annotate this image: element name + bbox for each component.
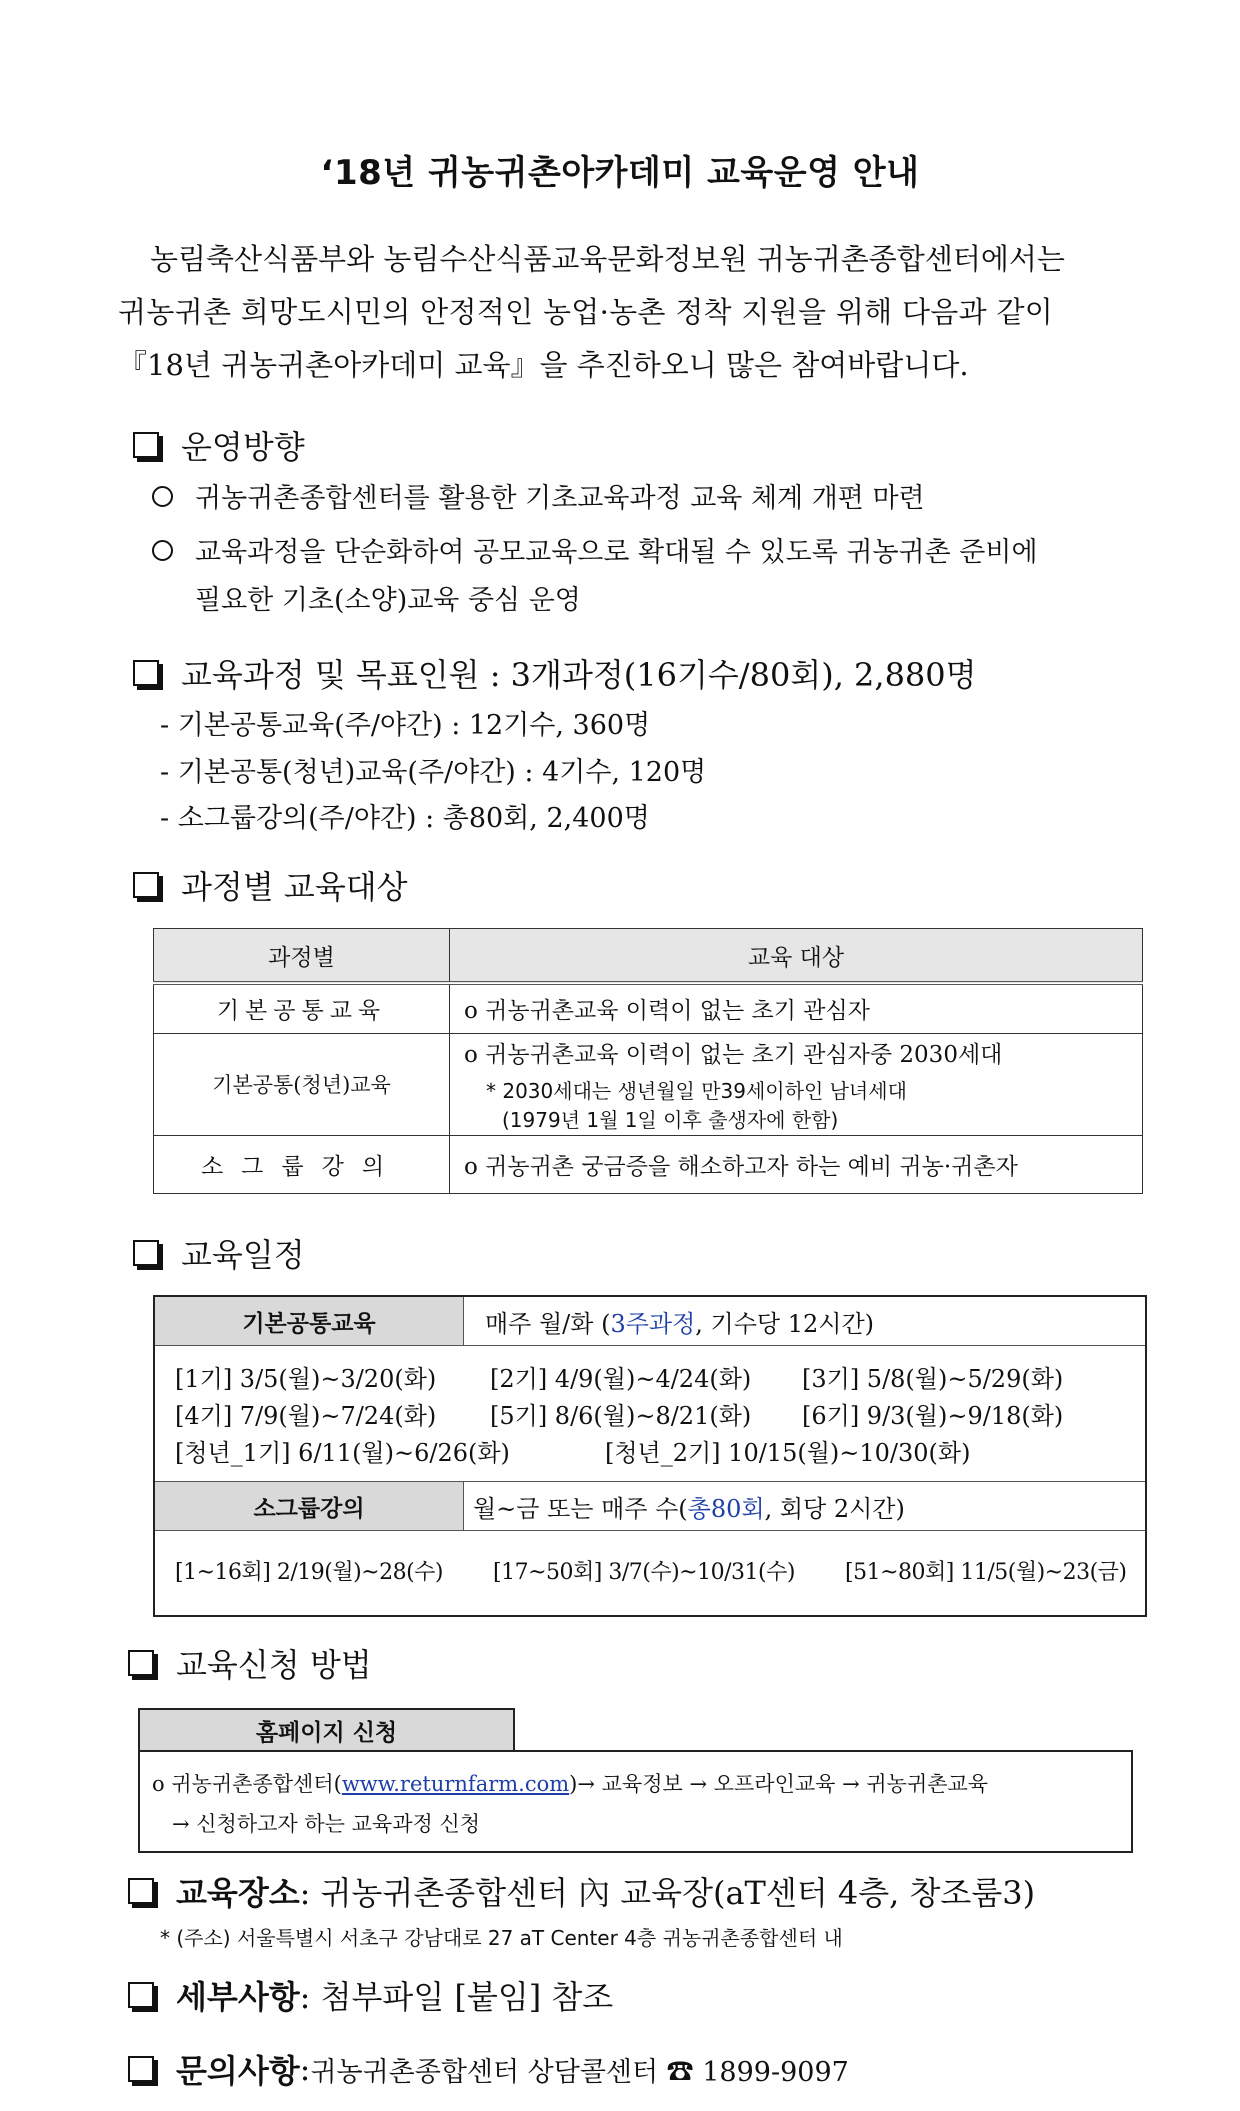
table-row xyxy=(154,1135,1143,1193)
checkbox-bullet-icon xyxy=(128,1650,154,1676)
target-table xyxy=(153,928,1143,1194)
intro-line-2: 귀농귀촌 희망도시민의 안정적인 농업·농촌 정착 지원을 위해 다음과 같이 xyxy=(118,295,1054,329)
table-cell-target: o 귀농귀촌 궁금증을 해소하고자 하는 예비 귀농·귀촌자 xyxy=(450,1135,1143,1193)
checkbox-bullet-icon xyxy=(128,1878,154,1904)
schedule-item: [청년_2기] 10/15(월)~10/30(화) xyxy=(605,1439,971,1467)
schedule-item: [6기] 9/3(월)~9/18(화) xyxy=(802,1402,1064,1430)
checkbox-bullet-icon xyxy=(128,2056,154,2082)
schedule-small-label: 소그룹강의 xyxy=(155,1482,464,1531)
table-cell-target: o 귀농귀촌교육 이력이 없는 초기 관심자 xyxy=(450,983,1143,1033)
schedule-item: [4기] 7/9(월)~7/24(화) xyxy=(175,1402,437,1430)
section-target-heading: 과정별 교육대상 xyxy=(133,862,408,908)
returnfarm-link[interactable]: www.returnfarm.com xyxy=(341,1772,570,1796)
direction-item-1: 귀농귀촌종합센터를 활용한 기초교육과정 교육 체계 개편 마련 xyxy=(152,476,925,515)
apply-line-2: → 신청하고자 하는 교육과정 신청 xyxy=(172,1812,481,1836)
schedule-item: [1기] 3/5(월)~3/20(화) xyxy=(175,1365,437,1393)
schedule-box xyxy=(153,1295,1147,1617)
table-cell-course: 기본공통교육 xyxy=(154,983,450,1033)
schedule-item: [청년_1기] 6/11(월)~6/26(화) xyxy=(175,1439,510,1467)
intro-line-1: 농림축산식품부와 농림수산식품교육문화정보원 귀농귀촌종합센터에서는 xyxy=(150,242,1065,276)
table-cell-course: 기본공통(청년)교육 xyxy=(154,1033,450,1135)
table-cell-course: 소그룹강의 xyxy=(154,1135,450,1193)
apply-tab-homepage: 홈페이지 신청 xyxy=(138,1708,515,1752)
schedule-item: [3기] 5/8(월)~5/29(화) xyxy=(802,1365,1064,1393)
section-apply-heading: 교육신청 방법 xyxy=(128,1640,372,1686)
direction-item-2: 교육과정을 단순화하여 공모교육으로 확대될 수 있도록 귀농귀촌 준비에 xyxy=(152,530,1038,569)
circle-bullet-icon xyxy=(152,540,173,561)
place-address-note: * (주소) 서울특별시 서초구 강남대로 27 aT Center 4층 귀농귀촌종합센터 내 xyxy=(160,1926,843,1950)
schedule-small-desc: 월~금 또는 매주 수( 총80회 , 회당 2시간) xyxy=(473,1494,905,1523)
apply-line-1: o 귀농귀촌종합센터(www.returnfarm.com)→ 교육정보 → 오프라인교육 → 귀농귀촌교육 xyxy=(152,1772,989,1796)
section-place-heading: 교육장소 : 귀농귀촌종합센터 內 교육장(aT센터 4층, 창조룸3) xyxy=(128,1868,1035,1914)
intro-line-3: 『18년 귀농귀촌아카데미 교육』을 추진하오니 많은 참여바랍니다. xyxy=(118,348,969,382)
circle-bullet-icon xyxy=(152,486,173,507)
page-title: ‘18년 귀농귀촌아카데미 교육운영 안내 xyxy=(320,153,920,193)
section-contact-heading: 문의사항 : 귀농귀촌종합센터 상담콜센터 ☎ 1899-9097 xyxy=(128,2046,849,2092)
schedule-item: [17~50회] 3/7(수)~10/31(수) xyxy=(493,1560,795,1585)
schedule-item: [51~80회] 11/5(월)~23(금) xyxy=(845,1560,1127,1585)
checkbox-bullet-icon xyxy=(128,1982,154,2008)
table-header-target: 교육 대상 xyxy=(450,929,1143,984)
course-item-1: - 기본공통교육(주/야간) : 12기수, 360명 xyxy=(160,710,651,741)
section-schedule-heading: 교육일정 xyxy=(133,1230,305,1276)
checkbox-bullet-icon xyxy=(133,660,159,686)
course-item-2: - 기본공통(청년)교육(주/야간) : 4기수, 120명 xyxy=(160,757,707,788)
checkbox-bullet-icon xyxy=(133,872,159,898)
schedule-basic-label: 기본공통교육 xyxy=(155,1297,464,1346)
table-row xyxy=(154,983,1143,1033)
schedule-basic-desc: 매주 월/화 ( 3주과정 , 기수당 12시간) xyxy=(485,1309,874,1338)
schedule-item: [2기] 4/9(월)~4/24(화) xyxy=(490,1365,752,1393)
table-row xyxy=(154,1033,1143,1135)
schedule-item: [1~16회] 2/19(월)~28(수) xyxy=(175,1560,444,1585)
section-courses-heading: 교육과정 및 목표인원 : 3개과정(16기수/80회), 2,880명 xyxy=(133,650,977,696)
section-detail-heading: 세부사항 : 첨부파일 [붙임] 참조 xyxy=(128,1972,613,2018)
schedule-item: [5기] 8/6(월)~8/21(화) xyxy=(490,1402,752,1430)
table-header-course: 과정별 xyxy=(154,929,450,984)
section-direction-heading: 운영방향 xyxy=(133,422,305,468)
apply-box xyxy=(138,1708,1133,1851)
checkbox-bullet-icon xyxy=(133,1240,159,1266)
course-item-3: - 소그룹강의(주/야간) : 총80회, 2,400명 xyxy=(160,803,650,834)
checkbox-bullet-icon xyxy=(133,432,159,458)
direction-item-2-continued: 필요한 기초(소양)교육 중심 운영 xyxy=(195,585,581,616)
table-cell-target: o 귀농귀촌교육 이력이 없는 초기 관심자중 2030세대 * 2030세대는 생년월일 만39세이하인 남녀세대 (1979년 1월 1일 이후 출생자에 한함) xyxy=(450,1033,1143,1135)
